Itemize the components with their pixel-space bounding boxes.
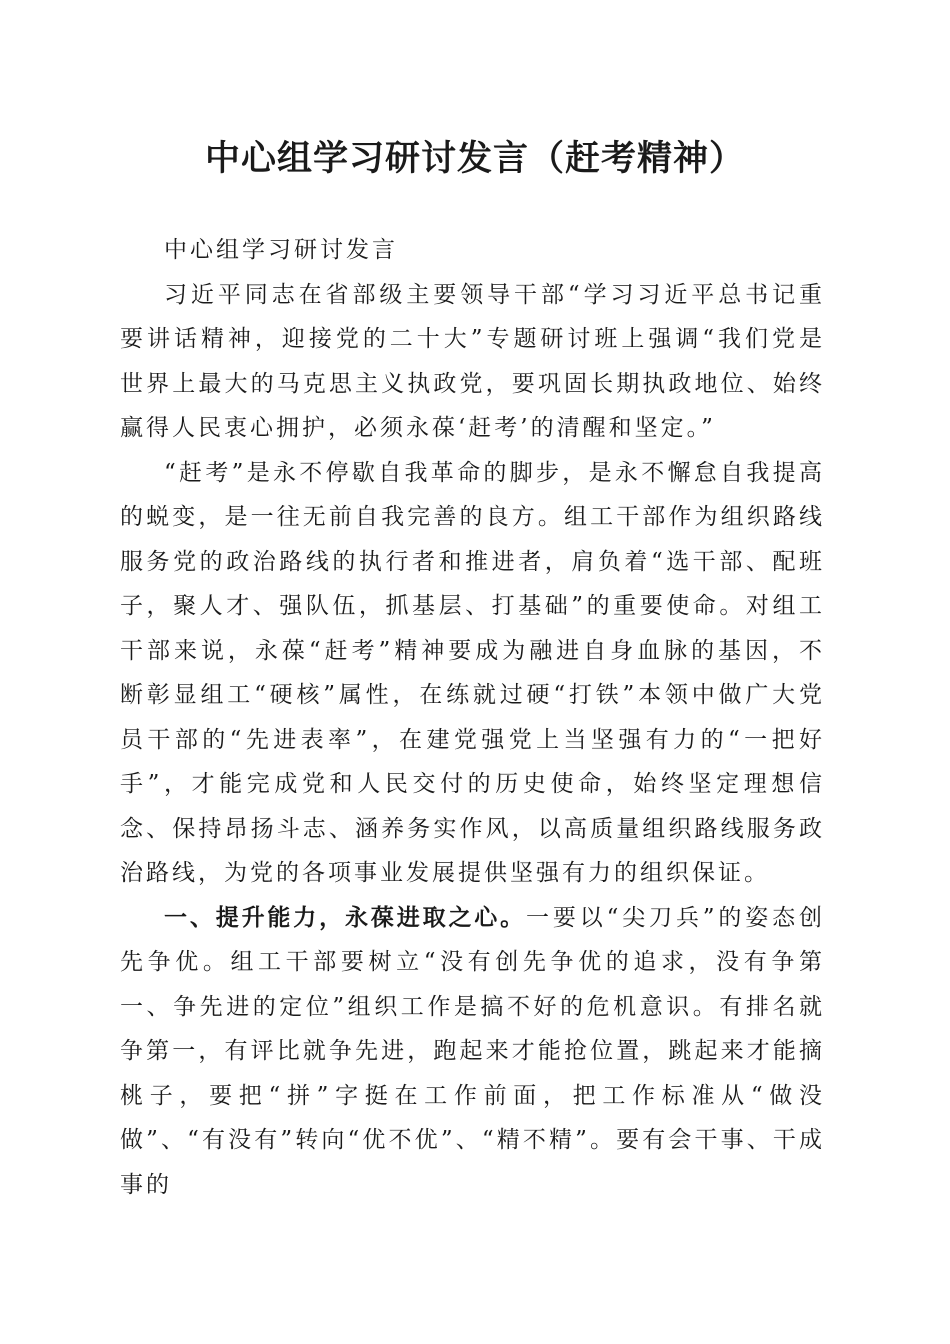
paragraph-3 — [120, 896, 825, 1208]
document-title: 中心组学习研讨发言（赶考精神） — [204, 138, 745, 179]
section-heading: 一、提升能力，永葆进取之心。 — [164, 904, 527, 931]
subtitle-paragraph: 中心组学习研讨发言 — [164, 237, 398, 263]
document-body — [120, 228, 825, 1207]
paragraph-1: 习近平同志在省部级主要领导干部“学习习近平总书记重要讲话精神，迎接党的二十大”专题研讨班上强调“我们党是世界上最大的马克思主义执政党，要巩固长期执政地位、始终赢得人民衷心拥护，必须永葆‘赶考’的清醒和坚定。” — [120, 281, 825, 441]
paragraph-2: “赶考”是永不停歇自我革命的脚步，是永不懈怠自我提高的蜕变，是一往无前自我完善的良方。组工干部作为组织路线服务党的政治路线的执行者和推进者，肩负着“选干部、配班子，聚人才、强队伍，抓基层、打基础”的重要使命。对组工干部来说，永葆“赶考”精神要成为融进自身血脉的基因，不断彰显组工“硬核”属性，在练就过硬“打铁”本领中做广大党员干部的“先进表率”，在建党强党上当坚强有力的“一把好手”，才能完成党和人民交付的历史使命，始终坚定理想信念、保持昂扬斗志、涵养务实作风，以高质量组织路线服务政治路线，为党的各项事业发展提供坚强有力的组织保证。 — [120, 459, 825, 886]
paragraph-3-text: 一要以“尖刀兵”的姿态创先争优。组工干部要树立“没有创先争优的追求，没有争第一、争先进的定位”组织工作是搞不好的危机意识。有排名就争第一，有评比就争先进，跑起来才能抢位置，跳起来才能摘桃子，要把“拼”字挺在工作前面，把工作标准从“做没做”、“有没有”转向“优不优”、“精不精”。要有会干事、干成事的 — [120, 904, 825, 1198]
